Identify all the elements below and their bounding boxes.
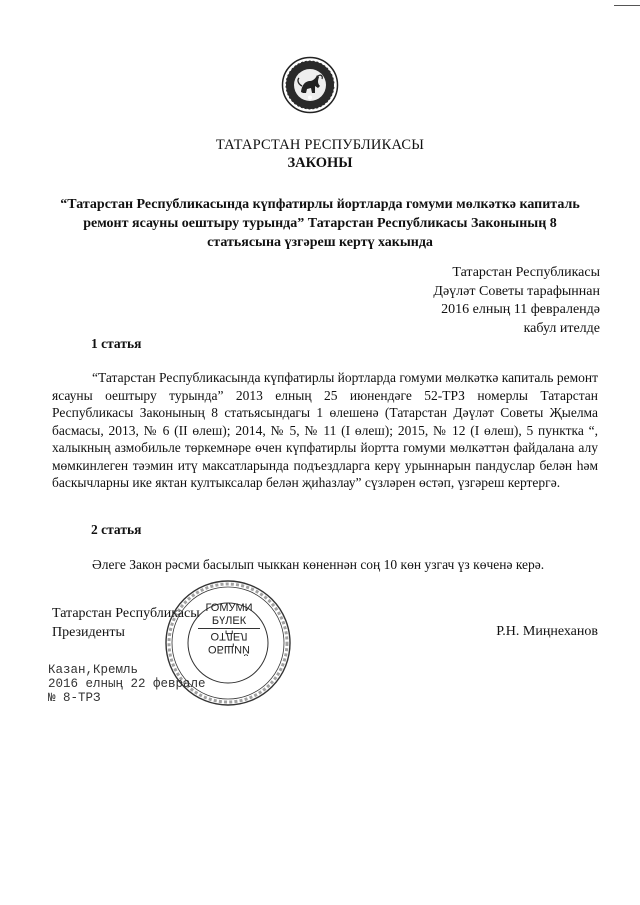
adoption-line: 2016 елның 11 февралендә [441, 302, 600, 317]
adoption-line: Татарстан Республикасы [452, 265, 600, 280]
adoption-block [433, 264, 600, 338]
footer-place: Казан,Кремль [48, 663, 139, 677]
seal-line: ОБЩИЙ [208, 643, 250, 655]
signatory-position-line: Татарстан Республикасы [52, 606, 200, 621]
signatory-position-line: Президенты [52, 625, 125, 640]
adoption-line: Дәүләт Советы тарафыннан [433, 283, 600, 299]
adoption-line: кабул ителде [523, 320, 600, 336]
tatarstan-coat-of-arms-icon [281, 56, 339, 114]
seal-line: ОТДЕЛ [210, 630, 248, 642]
signatory-name: Р.Н. Миңнеханов [496, 624, 598, 639]
seal-text [198, 602, 260, 655]
article-1-heading: 1 статья [91, 336, 142, 351]
article-1-text: “Татарстан Республикасында күпфатирлы йортларда гомуми мөлкәткә капиталь ремонт ясауны оештыру турында” 2013 елның 25 июнендәге 52-ТРЗ номерлы Татарстан Республикасы Законының 8 статьясындагы 1 өлешенә (Татарстан Дәүләт Советы Җыелма басмасы, 2013, № 6 (II өлеш); 2014, № 5, № 11 (I өлеш); 2015, № 12 (I өлеш), 5 пунктка “, халыкның азмобильле төркемнәре өчен күпфатирлы йортта гомуми мөлкәттән файдалана алу мөмкинлеген тәэмин итү максатларында подъездларга керү урыннарын пандуслар белән һәм баскычларны ике яктан култыксалар белән җиһазлау” сүзләрен өстәп, үзгәреш кертергә. [52, 370, 598, 490]
footer-number: № 8-ТРЗ [48, 691, 101, 705]
seal-line: ГОМУМИ [205, 602, 253, 614]
seal-line: БҮЛЕК [198, 615, 260, 629]
scan-edge-line [614, 5, 640, 6]
republic-name: ТАТАРСТАН РЕСПУБЛИКАСЫ [215, 137, 425, 153]
registration-footer [48, 663, 206, 705]
footer-date: 2016 елның 22 феврале [48, 677, 206, 691]
law-title: “Татарстан Республикасында күпфатирлы йортларда гомуми мөлкәткә капиталь ремонт ясауны оештыру турында” Татарстан Республикасы Законының 8 статьясына үзгәреш кертү хакында [60, 197, 580, 250]
law-label: ЗАКОНЫ [287, 155, 353, 171]
article-2-heading: 2 статья [91, 522, 142, 537]
article-2-text: Әлеге Закон рәсми басылып чыккан көненнән соң 10 көн узгач үз көченә керә. [92, 557, 545, 572]
